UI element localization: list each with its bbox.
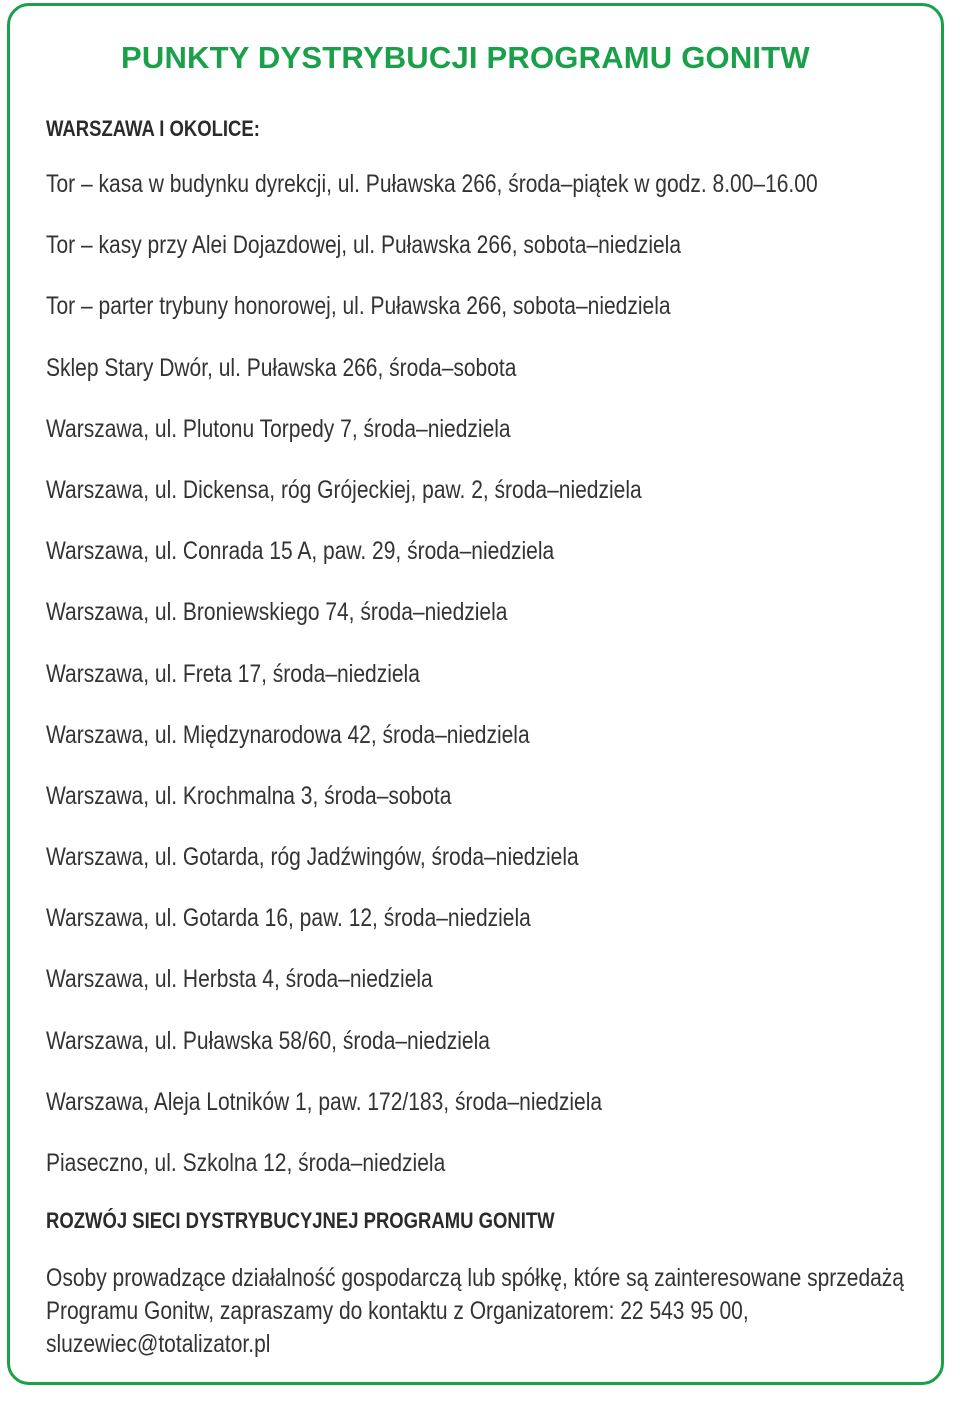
location-item: Warszawa, ul. Gotarda, róg Jadźwingów, środa–niedziela — [46, 843, 579, 872]
contact-email: sluzewiec@totalizator.pl — [46, 1330, 271, 1358]
location-item: Tor – kasa w budynku dyrekcji, ul. Puławska 266, środa–piątek w godz. 8.00–16.00 — [46, 170, 818, 198]
location-item: Tor – kasy przy Alei Dojazdowej, ul. Puławska 266, sobota–niedziela — [46, 231, 682, 260]
location-item: Tor – parter trybuny honorowej, ul. Puławska 266, sobota–niedziela — [46, 292, 671, 321]
network-section-heading: ROZWÓJ SIECI DYSTRYBUCYJNEJ PROGRAMU GONITW — [46, 1208, 555, 1233]
location-item: Warszawa, Aleja Lotników 1, paw. 172/183, środa–niedziela — [46, 1087, 603, 1116]
location-item: Warszawa, ul. Międzynarodowa 42, środa–niedziela — [46, 720, 530, 749]
location-item: Warszawa, ul. Conrada 15 A, paw. 29, środa–niedziela — [46, 537, 555, 566]
location-item: Warszawa, ul. Freta 17, środa–niedziela — [46, 659, 420, 688]
contact-paragraph — [46, 1262, 911, 1361]
location-item: Warszawa, ul. Gotarda 16, paw. 12, środa–niedziela — [46, 904, 531, 933]
location-list — [46, 166, 960, 1206]
location-item: Warszawa, ul. Krochmalna 3, środa–sobota — [46, 781, 452, 810]
location-item: Warszawa, ul. Puławska 58/60, środa–niedziela — [46, 1026, 490, 1055]
location-item: Warszawa, ul. Broniewskiego 74, środa–niedziela — [46, 598, 508, 627]
location-item: Warszawa, ul. Dickensa, róg Grójeckiej, paw. 2, środa–niedziela — [46, 475, 642, 504]
warsaw-section-heading: WARSZAWA I OKOLICE: — [46, 116, 260, 141]
location-item: Warszawa, ul. Herbsta 4, środa–niedziela — [46, 965, 433, 994]
location-item: Piaseczno, ul. Szkolna 12, środa–niedziela — [46, 1149, 446, 1177]
location-item: Sklep Stary Dwór, ul. Puławska 266, środa–sobota — [46, 353, 517, 382]
page-title: PUNKTY DYSTRYBUCJI PROGRAMU GONITW — [121, 40, 810, 75]
contact-line: Programu Gonitw, zapraszamy do kontaktu z Organizatorem: 22 543 95 00, — [46, 1297, 749, 1325]
contact-line: Osoby prowadzące działalność gospodarczą lub spółkę, które są zainteresowane sprzedażą — [46, 1264, 904, 1292]
location-item: Warszawa, ul. Plutonu Torpedy 7, środa–niedziela — [46, 414, 511, 443]
